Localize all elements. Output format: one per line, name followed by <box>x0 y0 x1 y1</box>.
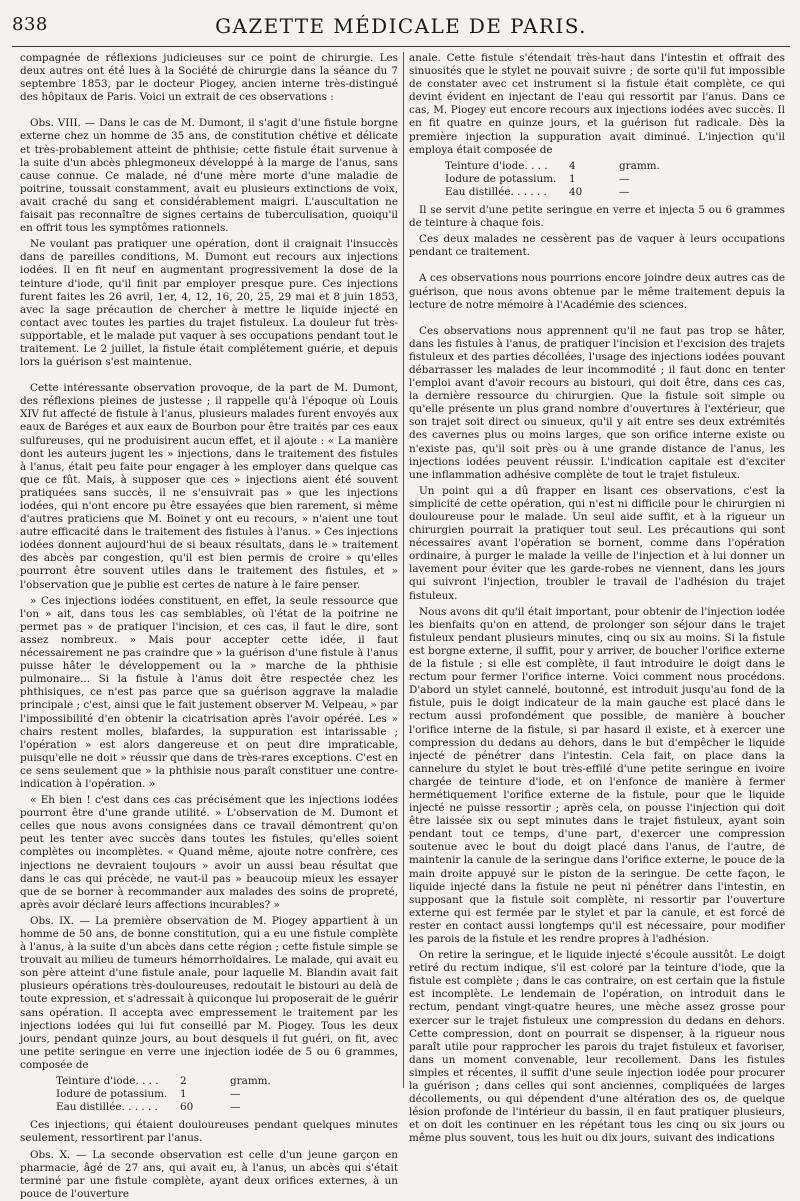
paragraph: compagnée de réflexions judicieuses sur ce point de chirurgie. Les deux autres ont été lues à la Société de chirurgie dans la séance du 7 septembre 1853, par le docteur Piogey, ancien interne très-distingué des hôpitaux de Paris. Voici un extrait de ces observations : <box>20 52 398 104</box>
paragraph: anale. Cette fistule s'étendait très-haut dans l'intestin et offrait des sinuosités que le stylet ne pouvait suivre ; de sorte qu'il fut impossible de constater avec cet instrument si la fistule était complète, ce qui devint évident en injectant de l'eau qui ressortit par l'anus. Dans ce cas, M. Piogey eut encore recours aux injections iodées avec succès. Il en fit quatre en quinze jours, et la guérison fut radicale. Dès la première injection la suppuration avait diminué. L'injection qu'il employa était composée de <box>409 52 785 156</box>
observation-viii: Obs. VIII. — Dans le cas de M. Dumont, il s'agit d'une fistule borgne externe chez un homme de 35 ans, de constitution chétive et délicate et très-probablement atteint de phthisie; cette fistule était survenue à la suite d'un abcès phlegmoneux développé à la marge de l'anus, sans cause connue. Ce malade, né d'une mère morte d'une maladie de poitrine, toussait constamment, avait eu plusieurs extinctions de voix, avait craché du sang et considérablement maigri. L'auscultation ne faisait pas reconnaître de signes certains de tuberculisation, quoiqu'il en offrit tous les symptômes rationnels. <box>20 117 398 235</box>
paragraph: Il se servit d'une petite seringue en verre et injecta 5 ou 6 grammes de teinture à chaque fois. <box>409 204 785 230</box>
paragraph: Cette intéressante observation provoque, de la part de M. Dumont, des réflexions pleines de justesse ; il rappelle qu'à l'époque où Louis XIV fut affecté de fistule à l'anus, plusieurs malades furent envoyés aux eaux de Baréges et aux eaux de Bourbon pour être traités par ces eaux sulfureuses, qui ne produisirent aucun effet, et il ajoute : « La manière dont les auteurs jugent les » injections, dans le traitement des fistules à l'anus, était peu faite pour engager à les employer dans quelque cas que ce fût. Mais, à supposer que ces » injections aient été souvent pratiquées sans succès, il ne s'ensuivrait pas » que les injections iodées, qui n'ont encore pu être essayées que bien rarement, si même d'autres praticiens que M. Boinet y ont eu recours, » n'aient une tout autre efficacité dans le traitement des fistules à l'anus. » Ces injections iodées donnent aujourd'hui de si beaux résultats, dans le » traitement des abcès par congestion, qu'il est bien permis de croire » qu'elles pourront être souvent utiles dans le traitement des fistules, et » l'observation que je publie est certes de nature à le faire penser. <box>20 382 398 591</box>
paragraph: Ne voulant pas pratiquer une opération, dont il craignait l'insuccès dans de pareilles conditions, M. Dumont eut recours aux injections iodées. Il en fit neuf en augmentant progressivement la dose de la teinture d'iode, qu'il finit par employer presque pure. Ces injections furent faites les 26 avril, 1er, 4, 12, 16, 20, 25, 29 mai et 8 juin 1853, avec la sage précaution de chercher à mettre le liquide injecté en contact avec toutes les parties du trajet fistuleux. La douleur fut très-supportable, et le malade put vaquer à ses occupations pendant tout le traitement. Le 2 juillet, la fistule était complétement guérie, et depuis lors la guérison s'est maintenue. <box>20 238 398 369</box>
formula-quantity: 2 <box>180 1075 187 1088</box>
observation-ix: Obs. IX. — La première observation de M. Piogey appartient à un homme de 50 ans, de bonne constitution, qui a eu une fistule complète à l'anus, à la suite d'un abcès dans cette région ; cette fistule simple se trouvait au milieu de tumeurs hémorrhoïdaires. Le malade, qui avait eu son père atteint d'une fistule anale, pour laquelle M. Blandin avait fait plusieurs opérations très-douloureuses, redoutait le bistouri au delà de toute expression, et s'adressait à quiconque lui proposerait de le guérir sans opération. Il accepta avec empressement le traitement par les injections iodées qui lui fut conseillé par M. Piogey. Tous les deux jours, pendant quinze jours, au bout desquels il fut guéri, on fit, avec une petite seringue en verre une injection iodée de 5 ou 6 grammes, composée de <box>20 914 398 1071</box>
formula-unit: — <box>230 1101 241 1114</box>
formula-quantity: 1 <box>180 1088 187 1101</box>
formula-ingredient: Eau distillée. . . . . . <box>56 1101 158 1114</box>
paragraph: Un point qui a dû frapper en lisant ces observations, c'est la simplicité de cette opération, qui n'est ni difficile pour le chirurgien ni douloureuse pour le malade. Un seul aide suffit, et à la rigueur un chirurgien pourrait la pratiquer tout seul. Les précautions qui sont nécessaires avant l'opération se bornent, comme dans l'opération ordinaire, à purger le malade la veille de l'injection et à lui donner un lavement pour éviter que les garde-robes ne viennent, dans les jours qui suivront l'injection, troubler le travail de l'adhésion du trajet fistuleux. <box>409 484 785 602</box>
paragraph: « Eh bien ! c'est dans ces cas précisément que les injections iodées pourront être d'une grande utilité. » L'observation de M. Dumont et celles que nous avons consignées dans ce travail démontrent qu'on peut les tenter avec succès dans toutes les fistules, qu'elles soient complètes ou incomplètes. « Quand même, ajoute notre confrère, ces injections ne devraient toujours » avoir un aussi beau résultat que dans le cas qui précède, ne vaut-il pas » beaucoup mieux les essayer que de se borner à recommander aux malades des soins de propreté, après avoir déclaré leurs affections incurables? » <box>20 794 398 911</box>
formula-ingredient: Iodure de potassium. <box>445 172 557 185</box>
formula-ingredient: Teinture d'iode. . . . <box>445 159 548 172</box>
column-divider <box>403 52 404 1088</box>
journal-title: GAZETTE MÉDICALE DE PARIS. <box>215 14 587 38</box>
right-column <box>409 52 785 1145</box>
paragraph: Ces deux malades ne cessèrent pas de vaquer à leurs occupations pendant ce traitement. <box>409 233 785 259</box>
injection-formula <box>445 160 785 199</box>
formula-ingredient: Eau distillée. . . . . . <box>445 185 547 198</box>
formula-quantity: 40 <box>569 185 583 198</box>
paragraph: On retire la seringue, et le liquide injecté s'écoule aussitôt. Le doigt retiré du rectum indique, s'il est coloré par la teinture d'iode, que la fistule est complète ; dans le cas contraire, on est certain que la fistule est incomplète. Le lendemain de l'opération, on introduit dans le rectum, pendant vingt-quatre heures, une mèche assez grosse pour exercer sur le trajet fistuleux une compression du dedans en dehors. Cette compression, dont on pourrait se dispenser, à la rigueur nous paraît utile pour rapprocher les parois du trajet fistuleux et favoriser, dans un moment convenable, leur recollement. Dans les fistules simples et récentes, il suffit d'une seule injection iodée pour procurer la guérison ; dans celles qui sont anciennes, compliquées de larges décollements, ou qui dépendent d'une altération des os, de quelque lésion profonde de l'intérieur du bassin, il en faut pratiquer plusieurs, et on doit les continuer en les répétant tous les cinq ou six jours ou même plus souvent, tous les huit ou dix jours, suivant des indications <box>409 949 785 1145</box>
formula-unit: gramm. <box>230 1075 271 1088</box>
paragraph: » Ces injections iodées constituent, en effet, la seule ressource que l'on » ait, dans tous les cas semblables, où l'état de la poitrine ne permet pas » de pratiquer l'incision, et ces cas, il faut le dire, sont assez nombreux. » Mais pour accepter cette idée, il faut nécessairement ne pas craindre que » la guérison d'une fistule à l'anus puisse hâter le développement ou la » marche de la phthisie pulmonaire... Si la fistule à l'anus doit être respectée chez les phthisiques, ce n'est pas parce que sa guérison aggrave la maladie principale ; c'est, ainsi que le fait justement observer M. Velpeau, » par l'impossibilité d'en obtenir la cicatrisation après l'avoir opérée. Les » chairs restent molles, blafardes, la suppuration est intarissable ; l'opération » est alors dangereuse et on peut dire impraticable, puisqu'elle ne doit » réussir que dans de très-rares exceptions. C'est en ce sens seulement que » la phthisie nous paraît constituer une contre-indication à l'opération. » <box>20 594 398 790</box>
injection-formula <box>56 1075 398 1114</box>
page-header <box>12 10 790 47</box>
paragraph: A ces observations nous pourrions encore joindre deux autres cas de guérison, que nous avons obtenue par le même traitement depuis la lecture de notre mémoire à l'Académie des sciences. <box>409 272 785 311</box>
formula-ingredient: Iodure de potassium. <box>56 1088 168 1101</box>
formula-unit: — <box>619 185 630 198</box>
formula-unit: — <box>619 172 630 185</box>
formula-unit: — <box>230 1088 241 1101</box>
formula-quantity: 4 <box>569 159 576 172</box>
left-column <box>20 52 398 1200</box>
paragraph: Nous avons dit qu'il était important, pour obtenir de l'injection iodée les bienfaits qu'on en attend, de prolonger son séjour dans le trajet fistuleux pendant plusieurs minutes, cinq ou six au moins. Si la fistule est borgne externe, il suffit, pour y arriver, de boucher l'orifice externe de la fistule ; si elle est complète, il faut introduire le doigt dans le rectum pour fermer l'orifice interne. Voici comment nous procédons. D'abord un stylet cannelé, boutonné, est introduit jusqu'au fond de la fistule, puis le doigt indicateur de la main gauche est placé dans le rectum aussi profondément que possible, de manière à boucher l'orifice interne de la fistule, si par hasard il existe, et à exercer une compression du dedans au dehors, dans le but d'empêcher le liquide injecté de pénétrer dans l'intestin. Cela fait, on place dans la cannelure du stylet le bout très-effilé d'une petite seringue en ivoire chargée de teinture d'iode, et on l'enfonce de manière à fermer hermétiquement l'orifice externe de la fistule, pour que le liquide injecté ne puisse ressortir ; après cela, on pousse l'injection qui doit être laissée six ou sept minutes dans le trajet fistuleux, ayant soin pendant tout ce temps, d'une part, d'exercer une compression soutenue avec le bout du doigt placé dans l'anus, de l'autre, de maintenir la canule de la seringue dans l'orifice externe, le pouce de la main droite appuyé sur le piston de la seringue. De cette façon, le liquide injecté dans la fistule ne peut ni pénétrer dans l'intestin, en supposant que la fistule soit complète, ni ressortir par l'ouverture externe qui est fermée par le stylet et par la canule, et est forcé de rester en contact aussi longtemps qu'il est nécessaire, pour modifier les parois de la fistule et les rendre propres à l'adhésion. <box>409 605 785 945</box>
formula-quantity: 1 <box>569 172 576 185</box>
paragraph: Ces observations nous apprennent qu'il ne faut pas trop se hâter, dans les fistules à l'anus, de pratiquer l'incision et l'excision des trajets fistuleux et des parties décollées, l'usage des injections iodées pouvant débarrasser les malades de leur incommodité ; il faut donc en tenter l'emploi avant d'avoir recours au bistouri, qui doit être, dans ces cas, la dernière ressource du chirurgien. Que la fistule soit simple ou qu'elle présente un plus grand nombre d'ouvertures à l'extérieur, que son trajet soit direct ou sinueux, qu'il y ait entre ses deux extrémités des cavernes plus ou moins larges, que son orifice interne existe ou n'existe pas, qu'il soit près ou à une grande distance de l'anus, les injections iodées peuvent réussir. L'indication capitale est d'exciter une inflammation adhésive complète de tout le trajet fistuleux. <box>409 324 785 481</box>
observation-x: Obs. X. — La seconde observation est celle d'un jeune garçon en pharmacie, âgé de 27 ans, qui avait eu, à l'anus, un abcès qui s'était terminé par une fistule complète, ayant deux orifices externes, à un pouce de l'ouverture <box>20 1148 398 1200</box>
paragraph: Ces injections, qui étaient douloureuses pendant quelques minutes seulement, ressortirent par l'anus. <box>20 1119 398 1145</box>
formula-unit: gramm. <box>619 159 660 172</box>
page-number: 838 <box>12 14 48 35</box>
formula-ingredient: Teinture d'iode. . . . <box>56 1075 159 1088</box>
formula-quantity: 60 <box>180 1101 194 1114</box>
